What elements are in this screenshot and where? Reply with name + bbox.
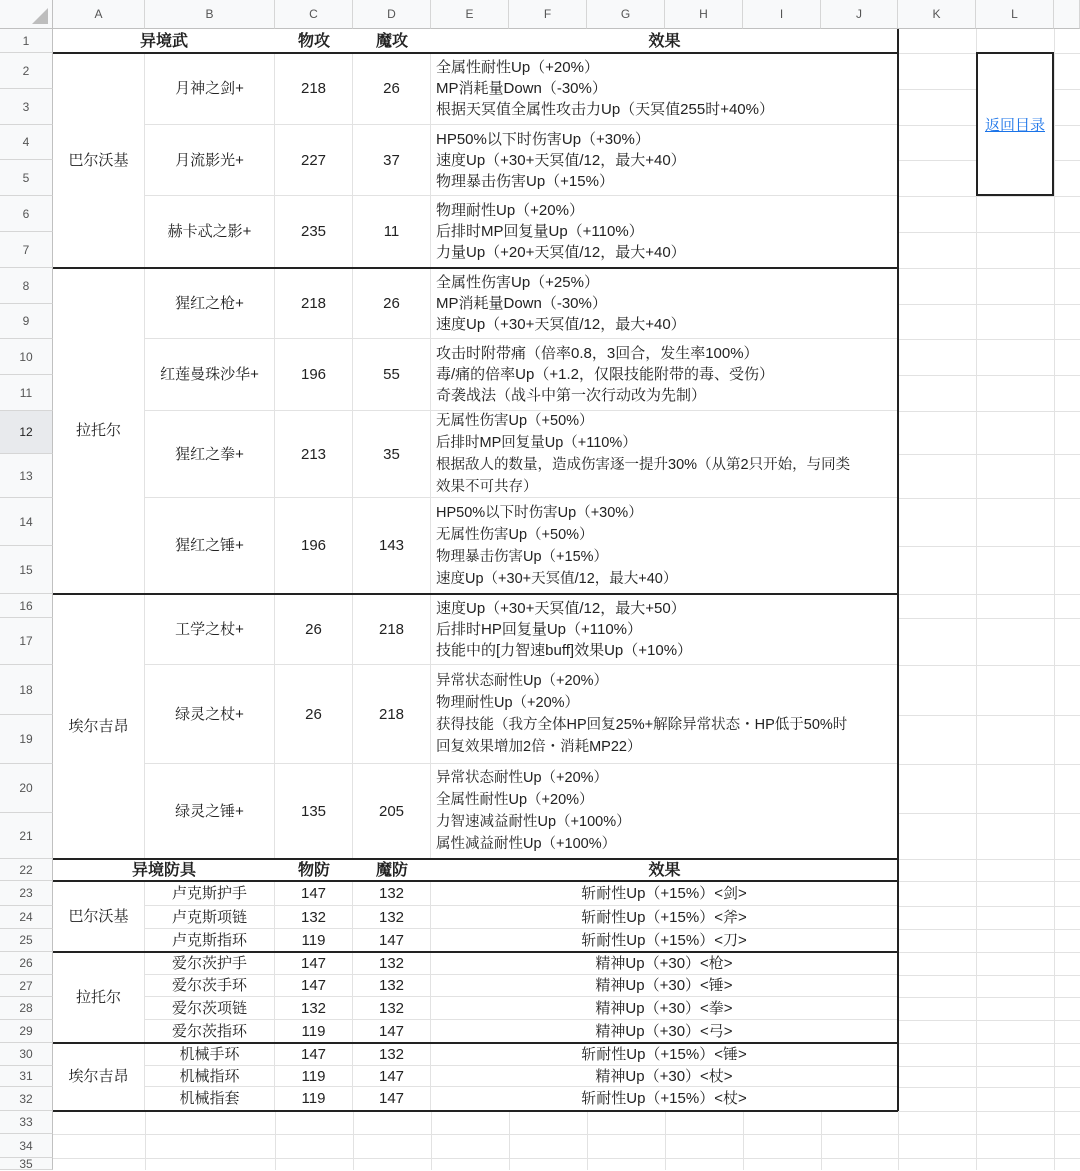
column-header-blank [1054,0,1080,29]
column-header-C[interactable]: C [275,0,353,29]
effect-line: 全属性耐性Up（+20%） [436,792,594,808]
effect-line: 物理耐性Up（+20%） [436,695,580,711]
weapon-atk-text: 213 [300,445,327,463]
armor-def[interactable] [275,1087,353,1111]
weapon-name-text: 绿灵之锤+ [175,802,244,820]
weapon-matk-text: 26 [383,80,400,97]
weapon-effect[interactable] [431,594,898,665]
column-header-I[interactable]: I [743,0,821,29]
armor-header-effect-text: 效果 [648,861,681,879]
armor-group-name-text: 埃尔吉昂 [68,1068,129,1085]
row-header-10[interactable]: 10 [0,339,53,375]
effect-line: HP50%以下时伤害Up（+30%） [436,504,643,521]
row-header-9[interactable]: 9 [0,304,53,339]
armor-name[interactable] [145,952,275,975]
weapon-matk-text: 143 [378,537,405,554]
armor-effect[interactable] [431,1043,898,1066]
weapon-matk-text: 55 [383,366,400,383]
weapon-effect[interactable] [431,665,898,764]
armor-mdef-text: 132 [378,884,405,902]
row-header-23[interactable]: 23 [0,881,53,906]
weapon-name[interactable] [145,498,275,594]
effect-lines [436,200,686,263]
weapon-group-name-text: 拉托尔 [75,422,121,439]
effect-line: 攻击时附带痛（倍率0.8，3回合，发生率100%） [436,345,759,362]
effect-line: 速度Up（+30+天冥值/12，最大+40） [436,315,686,333]
weapon-matk[interactable] [353,53,431,125]
armor-mdef-text: 147 [378,1090,405,1107]
weapon-matk-text: 218 [378,705,405,723]
armor-def-text: 147 [300,884,327,902]
armor-group-name-text: 巴尔沃基 [68,907,129,925]
row-header-3[interactable]: 3 [0,89,53,125]
weapon-effect[interactable] [431,764,898,859]
row-header-7[interactable]: 7 [0,232,53,268]
effect-line: 奇袭战法（战斗中第一次行动改为先制） [436,387,707,404]
armor-mdef[interactable] [353,975,431,997]
weapon-atk[interactable] [275,665,353,764]
armor-name[interactable] [145,881,275,906]
row-header-13[interactable]: 13 [0,454,53,498]
weapon-atk[interactable] [275,339,353,411]
weapon-group-name[interactable] [53,53,145,268]
weapon-matk[interactable] [353,594,431,665]
armor-header-effect[interactable] [431,859,898,881]
effect-lines [436,410,850,498]
weapon-name[interactable] [145,594,275,665]
weapon-atk[interactable] [275,498,353,594]
weapon-effect[interactable] [431,339,898,411]
armor-effect[interactable] [431,975,898,997]
column-header-G[interactable]: G [587,0,665,29]
armor-mdef[interactable] [353,1087,431,1111]
row-header-25[interactable]: 25 [0,929,53,952]
column-header-D[interactable]: D [353,0,431,29]
armor-name-text: 爱尔茨手环 [171,977,247,994]
armor-name-text: 卢克斯项链 [171,908,247,926]
armor-name-text: 机械手环 [179,1045,240,1063]
column-header-H[interactable]: H [665,0,743,29]
weapon-atk[interactable] [275,268,353,339]
armor-group-name[interactable] [53,952,145,1043]
effect-line: 异常状态耐性Up（+20%） [436,770,609,786]
armor-mdef-text: 132 [378,977,405,994]
gridline-vertical [1054,29,1055,1170]
effect-lines [436,272,686,335]
weapon-name-text: 赫卡忒之影+ [167,223,252,240]
weapon-atk[interactable] [275,53,353,125]
weapon-effect[interactable] [431,498,898,594]
effect-line: 速度Up（+30+天冥值/12，最大+40） [436,570,678,587]
weapon-atk-text: 26 [305,620,322,638]
weapon-name-text: 猩红之锤+ [175,537,244,554]
armor-def-text: 147 [300,977,327,994]
weapon-effect[interactable] [431,268,898,339]
armor-def[interactable] [275,997,353,1020]
column-header-A[interactable]: A [53,0,145,29]
effect-line: 物理暴击伤害Up（+15%） [436,548,609,565]
table-border [53,593,898,595]
effect-line: HP50%以下时伤害Up（+30%） [436,130,650,148]
armor-def-text: 132 [300,999,327,1017]
armor-effect[interactable] [431,881,898,906]
effect-line: 无属性伤害Up（+50%） [436,526,594,543]
effect-line: 后排时MP回复量Up（+110%） [436,435,637,451]
effect-line: MP消耗量Down（-30%） [436,80,607,97]
armor-name[interactable] [145,1066,275,1087]
armor-mdef-text: 132 [378,954,405,972]
row-header-20[interactable]: 20 [0,764,53,813]
armor-name[interactable] [145,1043,275,1066]
armor-mdef[interactable] [353,1043,431,1066]
armor-def-text: 119 [301,931,326,949]
weapon-header-matk[interactable] [353,29,431,53]
armor-name[interactable] [145,929,275,952]
armor-name-text: 卢克斯护手 [171,884,247,902]
row-header-34[interactable]: 34 [0,1134,53,1158]
gridline-vertical [976,29,977,1170]
weapon-atk-text: 235 [300,223,327,240]
weapon-atk-text: 196 [300,366,327,383]
row-header-35[interactable]: 35 [0,1158,53,1170]
armor-effect-text: 斩耐性Up（+15%）<剑> [581,884,747,902]
column-header-B[interactable]: B [145,0,275,29]
armor-effect-text: 斩耐性Up（+15%）<杖> [581,1090,747,1107]
return-link-box [976,52,1054,196]
row-header-16[interactable]: 16 [0,594,53,618]
weapon-header-matk-text: 魔攻 [375,32,408,50]
row-header-11[interactable]: 11 [0,375,53,411]
armor-mdef[interactable] [353,997,431,1020]
armor-effect-text: 精神Up（+30）<杖> [595,1067,733,1085]
effect-line: 无属性伤害Up（+50%） [436,413,594,429]
armor-mdef[interactable] [353,1066,431,1087]
column-header-J[interactable]: J [821,0,898,29]
armor-header-mdef-text: 魔防 [375,861,408,879]
armor-name-text: 卢克斯指环 [171,931,247,949]
effect-lines [436,129,686,192]
armor-effect[interactable] [431,1087,898,1111]
weapon-matk[interactable] [353,764,431,859]
armor-effect-text: 精神Up（+30）<弓> [595,1022,733,1040]
effect-lines [436,598,692,661]
armor-def[interactable] [275,929,353,952]
weapon-group-name[interactable] [53,268,145,594]
row-header-15[interactable]: 15 [0,546,53,594]
effect-line: 全属性伤害Up（+25%） [436,273,599,291]
effect-line: 根据敌人的数量，造成伤害逐一提升30%（从第2只开始，与同类 [436,457,851,473]
weapon-name[interactable] [145,196,275,268]
effect-line: 效果不可共存） [436,479,538,495]
row-header-6[interactable]: 6 [0,196,53,232]
weapon-name-text: 猩红之拳+ [175,445,244,463]
weapon-matk[interactable] [353,498,431,594]
row-header-1[interactable]: 1 [0,29,53,53]
weapon-atk-text: 135 [300,802,327,820]
weapon-atk[interactable] [275,764,353,859]
armor-effect-text: 精神Up（+30）<锤> [595,977,733,994]
return-to-index-link[interactable]: 返回目录 [984,116,1045,134]
armor-mdef[interactable] [353,1020,431,1043]
table-border [53,1042,898,1044]
effect-line: 速度Up（+30+天冥值/12，最大+40） [436,151,686,169]
armor-name[interactable] [145,997,275,1020]
effect-lines [436,343,774,406]
effect-line: 回复效果增加2倍・消耗MP22） [436,739,642,755]
weapon-group-name-text: 埃尔吉昂 [68,717,129,735]
weapon-name[interactable] [145,53,275,125]
weapon-atk[interactable] [275,594,353,665]
table-border [53,858,898,860]
table-border [53,267,898,269]
row-header-26[interactable]: 26 [0,952,53,975]
armor-effect-text: 精神Up（+30）<枪> [595,954,733,972]
effect-line: 技能中的[力智速buff]效果Up（+10%） [436,641,693,659]
weapon-name[interactable] [145,764,275,859]
weapon-group-name[interactable] [53,594,145,859]
row-header-24[interactable]: 24 [0,906,53,929]
armor-effect-text: 斩耐性Up（+15%）<斧> [581,908,747,926]
effect-line: 获得技能（我方全体HP回复25%+解除异常状态・HP低于50%时 [436,717,848,733]
weapon-name[interactable] [145,411,275,498]
weapon-matk[interactable] [353,125,431,196]
gridline-horizontal [53,1134,1080,1135]
weapon-name-text: 月流影光+ [175,151,244,169]
effect-lines [436,670,847,758]
weapon-header-atk-text: 物攻 [297,32,330,50]
armor-def-text: 132 [300,908,327,926]
effect-line: 毒/痛的倍率Up（+1.2，仅限技能附带的毒、受伤） [436,366,774,383]
table-border [53,880,898,882]
effect-line: 速度Up（+30+天冥值/12，最大+50） [436,599,686,617]
effect-line: 异常状态耐性Up（+20%） [436,673,609,689]
armor-def-text: 119 [301,1022,326,1040]
armor-name[interactable] [145,975,275,997]
weapon-effect[interactable] [431,196,898,268]
armor-mdef-text: 147 [378,1022,405,1040]
armor-mdef[interactable] [353,906,431,929]
effect-lines [436,57,774,120]
armor-def[interactable] [275,881,353,906]
weapon-group-name-text: 巴尔沃基 [68,151,129,169]
weapon-atk-text: 227 [300,151,327,169]
armor-group-name[interactable] [53,881,145,952]
armor-name-text: 爱尔茨指环 [171,1022,247,1040]
column-header-F[interactable]: F [509,0,587,29]
weapon-atk[interactable] [275,411,353,498]
weapon-matk[interactable] [353,196,431,268]
row-header-14[interactable]: 14 [0,498,53,546]
row-header-31[interactable]: 31 [0,1066,53,1087]
weapon-header-atk[interactable] [275,29,353,53]
armor-effect[interactable] [431,1020,898,1043]
row-header-8[interactable]: 8 [0,268,53,304]
armor-header-name-text: 异境防具 [131,861,196,879]
weapon-name[interactable] [145,665,275,764]
armor-name[interactable] [145,906,275,929]
armor-def[interactable] [275,906,353,929]
weapon-matk-text: 35 [383,445,400,463]
row-header-30[interactable]: 30 [0,1043,53,1066]
armor-def-text: 147 [300,1045,327,1063]
row-header-4[interactable]: 4 [0,125,53,160]
weapon-effect[interactable] [431,411,898,498]
armor-name-text: 爱尔茨项链 [171,999,247,1017]
column-header-L[interactable]: L [976,0,1054,29]
column-header-E[interactable]: E [431,0,509,29]
armor-def[interactable] [275,952,353,975]
armor-mdef-text: 147 [378,1067,405,1085]
weapon-name-text: 绿灵之杖+ [175,705,244,723]
armor-mdef-text: 132 [378,999,405,1017]
effect-line: 物理暴击伤害Up（+15%） [436,172,614,190]
weapon-name-text: 月神之剑+ [175,80,244,97]
armor-header-mdef[interactable] [353,859,431,881]
effect-lines [436,767,631,855]
armor-group-name[interactable] [53,1043,145,1111]
weapon-effect[interactable] [431,125,898,196]
weapon-header-effect-text: 效果 [648,32,681,50]
armor-mdef-text: 147 [378,931,405,949]
effect-line: 全属性耐性Up（+20%） [436,59,599,76]
armor-def[interactable] [275,1020,353,1043]
row-header-29[interactable]: 29 [0,1020,53,1043]
weapon-matk-text: 11 [383,223,400,240]
armor-effect-text: 精神Up（+30）<拳> [595,999,733,1017]
effect-line: 力智速减益耐性Up（+100%） [436,814,631,830]
weapon-header-effect[interactable] [431,29,898,53]
armor-name-text: 机械指环 [179,1067,240,1085]
table-border [53,1110,898,1112]
weapon-effect[interactable] [431,53,898,125]
armor-mdef-text: 132 [378,908,405,926]
weapon-matk[interactable] [353,268,431,339]
effect-line: 属性减益耐性Up（+100%） [436,836,617,852]
weapon-name[interactable] [145,339,275,411]
weapon-atk-text: 196 [300,537,327,554]
armor-def-text: 147 [300,954,327,972]
row-header-19[interactable]: 19 [0,715,53,764]
row-header-21[interactable]: 21 [0,813,53,859]
row-header-33[interactable]: 33 [0,1111,53,1134]
gridline-horizontal [53,1158,1080,1159]
armor-effect[interactable] [431,997,898,1020]
weapon-atk-text: 218 [300,80,327,97]
weapon-header-name[interactable] [53,29,275,53]
weapon-matk-text: 26 [383,294,400,312]
armor-header-name[interactable] [53,859,275,881]
weapon-atk[interactable] [275,196,353,268]
armor-name-text: 爱尔茨护手 [171,954,247,972]
weapon-matk[interactable] [353,411,431,498]
row-header-2[interactable]: 2 [0,53,53,89]
weapon-name[interactable] [145,125,275,196]
effect-line: 物理耐性Up（+20%） [436,202,584,219]
armor-name-text: 机械指套 [179,1090,240,1107]
armor-def-text: 119 [301,1067,326,1085]
armor-def[interactable] [275,1066,353,1087]
weapon-matk-text: 218 [378,620,405,638]
table-border [53,52,898,54]
weapon-header-name-text: 异境武 [139,32,188,50]
effect-line: MP消耗量Down（-30%） [436,294,607,312]
table-border [53,951,898,953]
weapon-atk-text: 26 [305,705,322,723]
effect-line: 根据天冥值全属性攻击力Up（天冥值255时+40%） [436,101,774,118]
row-header-32[interactable]: 32 [0,1087,53,1111]
armor-header-def-text: 物防 [297,861,330,879]
effect-lines [436,502,677,590]
table-border [897,29,899,1111]
armor-effect-text: 斩耐性Up（+15%）<锤> [581,1045,747,1063]
select-all-corner[interactable] [0,0,53,29]
weapon-matk[interactable] [353,339,431,411]
weapon-matk-text: 205 [378,802,405,820]
armor-mdef[interactable] [353,929,431,952]
row-header-12[interactable]: 12 [0,411,53,454]
row-header-18[interactable]: 18 [0,665,53,715]
row-header-5[interactable]: 5 [0,160,53,196]
armor-effect-text: 斩耐性Up（+15%）<刀> [581,931,747,949]
effect-line: 后排时MP回复量Up（+110%） [436,223,644,240]
armor-mdef[interactable] [353,881,431,906]
armor-group-name-text: 拉托尔 [75,988,121,1006]
armor-effect[interactable] [431,952,898,975]
armor-name[interactable] [145,1087,275,1111]
weapon-name-text: 猩红之枪+ [175,294,244,312]
row-header-27[interactable]: 27 [0,975,53,997]
armor-mdef[interactable] [353,952,431,975]
armor-effect[interactable] [431,1066,898,1087]
armor-def-text: 119 [301,1090,326,1107]
weapon-atk-text: 218 [300,294,327,312]
row-header-17[interactable]: 17 [0,618,53,665]
weapon-name-text: 工学之杖+ [175,620,244,638]
armor-effect[interactable] [431,929,898,952]
effect-line: 力量Up（+20+天冥值/12，最大+40） [436,244,686,261]
weapon-name[interactable] [145,268,275,339]
armor-mdef-text: 132 [378,1045,405,1063]
effect-line: 后排时HP回复量Up（+110%） [436,620,643,638]
armor-def[interactable] [275,1043,353,1066]
armor-header-def[interactable] [275,859,353,881]
column-header-K[interactable]: K [898,0,976,29]
armor-effect[interactable] [431,906,898,929]
weapon-atk[interactable] [275,125,353,196]
weapon-matk[interactable] [353,665,431,764]
armor-def[interactable] [275,975,353,997]
row-header-22[interactable]: 22 [0,859,53,881]
weapon-matk-text: 37 [383,151,400,169]
row-header-28[interactable]: 28 [0,997,53,1020]
weapon-name-text: 红莲曼珠沙华+ [160,366,259,383]
armor-name[interactable] [145,1020,275,1043]
